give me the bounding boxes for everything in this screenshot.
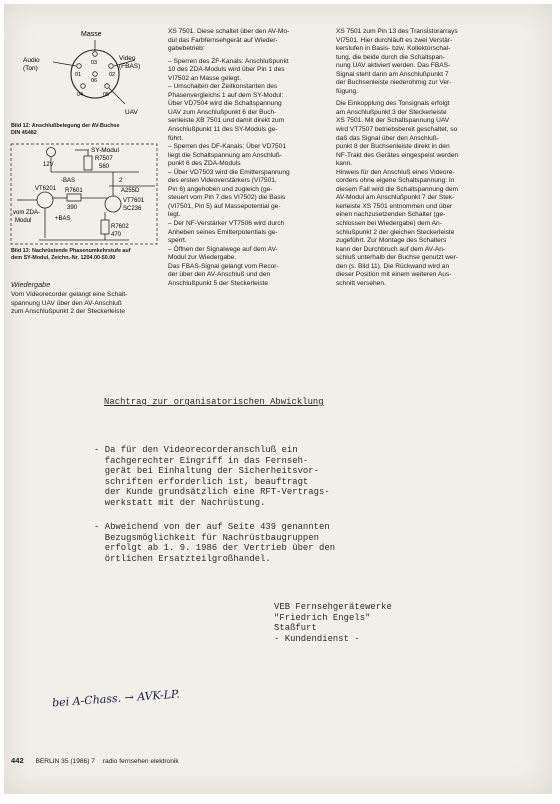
text-line: XS 7501. Diese schaltet über den AV-Mo- xyxy=(168,28,290,35)
pin-dot xyxy=(109,64,114,69)
text-line: Hinweis für den Anschluß eines Videore- xyxy=(336,168,455,176)
text-line: einen nachzusetzenden Schalter (ge- xyxy=(336,211,446,219)
text-line: corders ohne eigene Schaltspannung: In xyxy=(336,177,455,185)
addendum-title: Nachtrag zur organisatorischen Abwicklung xyxy=(104,397,324,407)
typed-line: Bezugsmöglichkeit für Nachrüstbaugruppen xyxy=(94,532,319,543)
text-line: Vom Videorecorder gelangt eine Schalt- xyxy=(11,291,128,298)
label-fbas: (FBAS) xyxy=(119,63,141,70)
phase-inverter-schematic xyxy=(9,142,159,246)
text-line: fügung. xyxy=(336,87,358,95)
text-line: – Der NF-Verstärker VT7506 wird durch xyxy=(168,220,285,228)
label-sc236: SC236 xyxy=(123,206,142,212)
label-12v: 12V xyxy=(43,162,54,168)
text-line: Das FBAS-Signal gelangt vom Recor- xyxy=(168,262,279,270)
label-560: 560 xyxy=(99,164,110,170)
text-line: – Umschalten der Zeitkonstanten des xyxy=(168,83,278,91)
label-video: Video xyxy=(119,55,136,62)
page-number: 442 xyxy=(11,756,24,765)
text-line: – Sperren des DF-Kanals: Über VD7501 xyxy=(168,143,287,151)
text-line: Anschlußpunkt 5 der Steckerleiste xyxy=(168,279,269,287)
av-socket-diagram xyxy=(9,24,159,120)
text-line: kann der Durchbruch auf dem AV-An- xyxy=(336,245,446,253)
text-line: tung, die beide durch die Schaltspan- xyxy=(336,53,445,61)
text-line: Anheben seines Emitterpotentials ge- xyxy=(168,228,278,236)
typed-line: Staßfurt xyxy=(274,623,317,633)
pin-dot xyxy=(93,52,98,57)
text-line: Über VD7504 wird die Schaltspannung xyxy=(168,100,282,108)
label-bas-top: -BAS xyxy=(61,178,76,184)
text-line: diesem Fall wird die Schaltspannung dem xyxy=(336,185,459,193)
text-line: senleiste XB 7501 und damit direkt zum xyxy=(168,117,285,125)
caption-line: Bild 12: Anschlußbelegung der AV-Buchse xyxy=(11,123,120,129)
text-line: zum Anschlußpunkt 2 der Steckerleiste xyxy=(11,308,125,316)
text-line: spannung UAV über den AV-Anschluß xyxy=(11,299,122,307)
pin-label: 05 xyxy=(103,92,110,98)
text-line: punkt 6 des ZDA-Moduls xyxy=(168,160,241,168)
section-heading-wiedergabe: Wiedergabe xyxy=(11,280,51,289)
text-line: wird VT7507 betriebsbereit geschaltet, so xyxy=(336,126,458,134)
text-line: des ersten Videoverstärkers (VI7501, xyxy=(168,177,277,185)
caption-line: DIN 45482 xyxy=(11,129,37,136)
transistor-vt6201 xyxy=(37,192,53,208)
typed-line: "Friedrich Engels" xyxy=(274,612,371,623)
label-2: 2 xyxy=(119,178,123,184)
pin-dot xyxy=(105,84,110,89)
text-line: UAV zum Anschlußpunkt 6 der Buch- xyxy=(168,108,277,116)
text-line: dieser Position mit einem weiteren Aus- xyxy=(336,271,452,279)
issue-info: BERLIN 35 (1986) 7 xyxy=(35,758,95,765)
pin-dot xyxy=(81,84,86,89)
text-line: kann. xyxy=(336,160,353,168)
resistor-r7507 xyxy=(84,156,92,170)
label-r7601: R7601 xyxy=(65,188,83,194)
text-line: punkt 8 der Buchsenleiste direkt in den xyxy=(336,143,450,151)
label-r7602: R7602 xyxy=(111,224,129,230)
typed-line: fachgerechter Eingriff in das Fernseh- xyxy=(94,455,309,466)
column-3-text xyxy=(336,28,498,288)
text-line: VI7501. Hier durchläuft es zwei Verstär- xyxy=(336,36,453,44)
typed-line: der Kunde grundsätzlich eine RFT-Vertrags- xyxy=(94,487,330,497)
label-a255d: A255D xyxy=(121,188,140,194)
label-390: 390 xyxy=(67,205,78,211)
text-line: schlossen bei Wiedergabe) dem An- xyxy=(336,220,442,228)
text-line: 10 des ZDA-Moduls wird über Pin 1 des xyxy=(168,66,285,74)
text-line: schnitt versehen. xyxy=(336,279,386,287)
handwritten-note: bei A-Chass. → AVK-LP. xyxy=(51,687,181,710)
typed-line: - Kundendienst - xyxy=(274,633,360,644)
text-line: Phasenvergleichs 1 auf dem SY-Modul: xyxy=(168,91,284,99)
text-line: kerstufen in Basis- bzw. Kollektorschal- xyxy=(336,45,451,53)
typed-line: - Da für den Videorecorderanschluß ein xyxy=(94,445,298,455)
text-line: Modul zur Wiedergabe. xyxy=(168,254,237,262)
pin-label: 03 xyxy=(91,60,98,66)
text-line: XS 7501 zum Pin 13 des Transistorarrays xyxy=(336,28,458,35)
text-line: – Sperren des ZF-Kanals: Anschlußpunkt xyxy=(168,57,289,65)
text-line: Signal steht dann am Anschlußpunkt 7 xyxy=(336,70,449,78)
addendum-bullet-1 xyxy=(94,445,330,508)
document-page xyxy=(4,4,552,794)
typed-line: örtlichen Ersatzteilgroßhandel. xyxy=(94,553,271,564)
label-ton: (Ton) xyxy=(23,65,38,72)
typed-line: - Abweichend von der auf Seite 439 genannten xyxy=(94,522,330,532)
text-line: gabebetrieb: xyxy=(168,45,205,53)
caption-line: Bild 13: Nachrüstende Phasenumkehrstufe auf xyxy=(11,248,131,254)
text-line: daß das Signal über den Anschluß- xyxy=(336,134,439,142)
text-line: – Öffnen der Signalwege auf dem AV- xyxy=(168,245,278,253)
label-470: 470 xyxy=(111,232,122,238)
pin-label: 01 xyxy=(75,72,82,78)
text-line: dul das Farbfernsehgerät auf Wieder- xyxy=(168,36,278,44)
resistor-r7601 xyxy=(67,194,81,201)
text-line: der Buchsenleiste niederohmig zur Ver- xyxy=(336,79,452,87)
typed-line: gerät bei Einhaltung der Sicherheitsvor- xyxy=(94,466,319,476)
text-line: (VI7501, Pin 5) auf Massepotential ge- xyxy=(168,202,281,210)
text-line: führt. xyxy=(168,134,184,142)
resistor-r7602 xyxy=(101,220,109,234)
label-modul: Modul xyxy=(15,218,32,224)
text-line: Pin 6) angehoben und zugleich (ge- xyxy=(168,185,273,193)
text-line: nung UAV aktiviert werden. Das FBAS- xyxy=(336,62,451,70)
typed-line: schriften erforderlich ist, beauftragt xyxy=(94,476,309,487)
typed-line: VEB Fernsehgerätewerke xyxy=(274,602,392,612)
caption-line: dem SY-Modul, Zeichn.-Nr. 1204.00-50.00 xyxy=(11,254,116,261)
text-line: schluß unterhalb der Buchse genutzt wer- xyxy=(336,254,459,262)
addendum-bullet-2 xyxy=(94,522,335,564)
label-sy-modul: SY-Modul xyxy=(91,147,119,154)
typed-line: erfolgt ab 1. 9. 1986 der Vertrieb über den xyxy=(94,543,336,553)
column-1-text xyxy=(11,291,158,317)
pin-dot xyxy=(77,64,82,69)
text-line: der über den AV-Anschluß und den xyxy=(168,271,271,279)
text-line: liegt die Schaltspannung am Anschluß- xyxy=(168,151,282,159)
label-uav: UAV xyxy=(125,109,138,116)
figure-13-caption xyxy=(11,248,161,261)
pin-label: 04 xyxy=(77,92,84,98)
pin-label: 06 xyxy=(91,78,98,84)
figure-12-caption xyxy=(11,123,161,136)
text-line: Anschlußpunkt 11 des SY-Moduls ge- xyxy=(168,126,278,134)
journal-name: radio fernsehen elektronik xyxy=(102,758,179,765)
text-line: steuert vom Pin 7 des VI7502) die Basis xyxy=(168,194,286,202)
label-r7507: R7507 xyxy=(95,156,113,162)
text-line: am Anschlußpunkt 3 der Steckerleiste xyxy=(336,108,447,116)
label-masse: Masse xyxy=(81,31,102,38)
transistor-vt7601 xyxy=(105,196,121,212)
text-line: – Über VD7503 wird die Emitterspannung xyxy=(168,168,290,176)
column-2-text xyxy=(168,28,323,288)
addendum-signature xyxy=(274,602,392,644)
pin-dot xyxy=(93,72,98,77)
text-line: AV-Modul am Anschlußpunkt 7 der Stek- xyxy=(336,194,455,202)
label-vt6201: VT6201 xyxy=(35,186,57,192)
text-line: NF-Trakt des Gerätes eingespeist werden xyxy=(336,151,459,159)
pin-label: 02 xyxy=(109,72,116,78)
text-line: VI7502 an Masse gelegt. xyxy=(168,74,241,82)
text-line: sperrt. xyxy=(168,237,187,245)
label-bas-bottom: +BAS xyxy=(55,216,71,222)
text-line: XS 7501. Mit der Schaltspannung UAV xyxy=(336,117,450,125)
text-line: den (s. Bild 11). Die Rückwand wird an xyxy=(336,262,450,270)
page-footer xyxy=(11,756,179,765)
label-vom-zda: vom ZDA- xyxy=(13,210,40,216)
text-line: Die Einkopplung des Tonsignals erfolgt xyxy=(336,100,450,108)
text-line: zugeführt. Zur Montage des Schalters xyxy=(336,237,447,245)
text-line: kerleiste XS 7501 entnommen und über xyxy=(336,202,453,210)
typed-line: werkstatt mit der Nachrüstung. xyxy=(94,497,266,508)
text-line: legt. xyxy=(168,211,181,219)
label-vt7601: VT7601 xyxy=(123,198,145,204)
text-line: schlußpunkt 2 der gleichen Steckerleiste xyxy=(336,228,455,236)
label-audio: Audio xyxy=(23,57,40,64)
